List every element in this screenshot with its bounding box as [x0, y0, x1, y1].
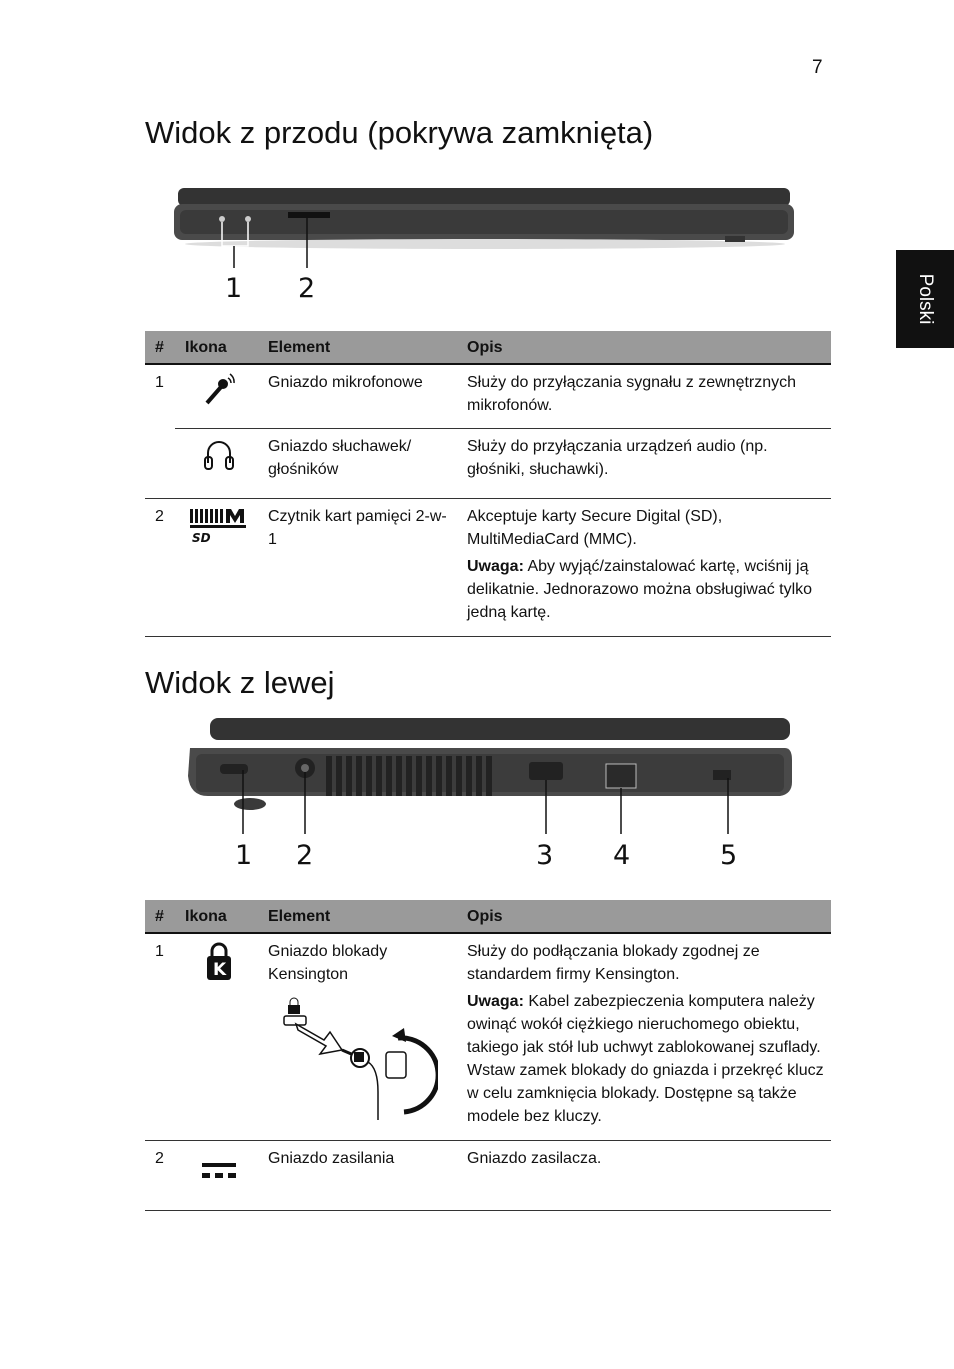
page-number: 7: [812, 57, 823, 78]
left-callout-4: 4: [613, 840, 631, 871]
front-callout-1: 1: [225, 273, 243, 304]
left-view-title: Widok z lewej: [145, 665, 335, 700]
row-desc-cell: [457, 498, 831, 636]
front-callout-2: 2: [298, 273, 316, 304]
svg-text:SD: SD: [191, 530, 211, 545]
col-element: Element: [258, 900, 457, 933]
left-callout-1: 1: [235, 840, 253, 871]
col-icon: Ikona: [175, 331, 258, 364]
table-row: [145, 364, 831, 428]
note-label: Uwaga:: [467, 993, 524, 1010]
left-view-illustration: [180, 712, 800, 877]
kensington-lock-illustration: [268, 994, 438, 1124]
row-num: [145, 428, 175, 498]
left-callout-3: 3: [536, 840, 554, 871]
front-view-title: Widok z przodu (pokrywa zamknięta): [145, 115, 654, 150]
row-element-cell: [258, 933, 457, 1141]
left-callout-2: 2: [296, 840, 314, 871]
dc-power-icon: [175, 1141, 258, 1211]
row-element: Gniazdo zasilania: [258, 1141, 457, 1211]
front-view-illustration: [170, 180, 800, 310]
col-desc: Opis: [457, 900, 831, 933]
note-text: Kabel zabezpieczenia komputera należy owinąć wokół ciężkiego nieruchomego obiektu, takiego jak stół lub uchwyt zablokowanej szuflady. Wstaw zamek blokady do gniazda i przekręć klucz w celu zamknięcia blokady. Dostępne są także modele bez kluczy.: [467, 993, 824, 1125]
row-num: 2: [145, 1141, 175, 1211]
microphone-icon: [175, 364, 258, 428]
row-desc: Służy do przyłączania urządzeń audio (np. głośniki, słuchawki).: [457, 428, 831, 498]
row-element: Czytnik kart pamięci 2-w-1: [258, 498, 457, 636]
row-element: Gniazdo słuchawek/ głośników: [258, 428, 457, 498]
front-view-table: [145, 331, 831, 637]
row-num: 1: [155, 374, 164, 391]
card-reader-icon: [175, 498, 258, 636]
col-element: Element: [258, 331, 457, 364]
row-element: Gniazdo blokady Kensington: [268, 943, 388, 983]
table-row: [145, 428, 831, 498]
note: [467, 555, 825, 624]
row-desc: Gniazdo zasilacza.: [457, 1141, 831, 1211]
left-view-table: [145, 900, 831, 1211]
table-row: [145, 933, 831, 1141]
table-row: [145, 1141, 831, 1211]
row-desc: Służy do przyłączania sygnału z zewnętrznych mikrofonów.: [457, 364, 831, 428]
row-num: 1: [145, 933, 175, 1141]
left-callout-5: 5: [720, 840, 738, 871]
language-tab: [896, 250, 954, 348]
col-icon: Ikona: [175, 900, 258, 933]
language-tab-label: Polski: [915, 273, 936, 325]
table-row: [145, 498, 831, 636]
col-num: #: [145, 331, 175, 364]
row-element: Gniazdo mikrofonowe: [258, 364, 457, 428]
row-desc-cell: [457, 933, 831, 1141]
note-label: Uwaga:: [467, 557, 524, 575]
headphones-icon: [175, 428, 258, 498]
row-num: 2: [145, 498, 175, 636]
note-text: Aby wyjąć/zainstalować kartę, wciśnij ją delikatnie. Jednorazowo można obsługiwać tylko jedną kartę.: [467, 557, 813, 621]
col-desc: Opis: [457, 331, 831, 364]
row-desc: Służy do podłączania blokady zgodnej ze standardem firmy Kensington.: [467, 943, 760, 983]
kensington-lock-icon: [175, 933, 258, 1141]
note: [467, 990, 825, 1128]
col-num: #: [145, 900, 175, 933]
svg-text:K: K: [212, 960, 226, 980]
row-desc: Akceptuje karty Secure Digital (SD), MultiMediaCard (MMC).: [467, 507, 723, 548]
